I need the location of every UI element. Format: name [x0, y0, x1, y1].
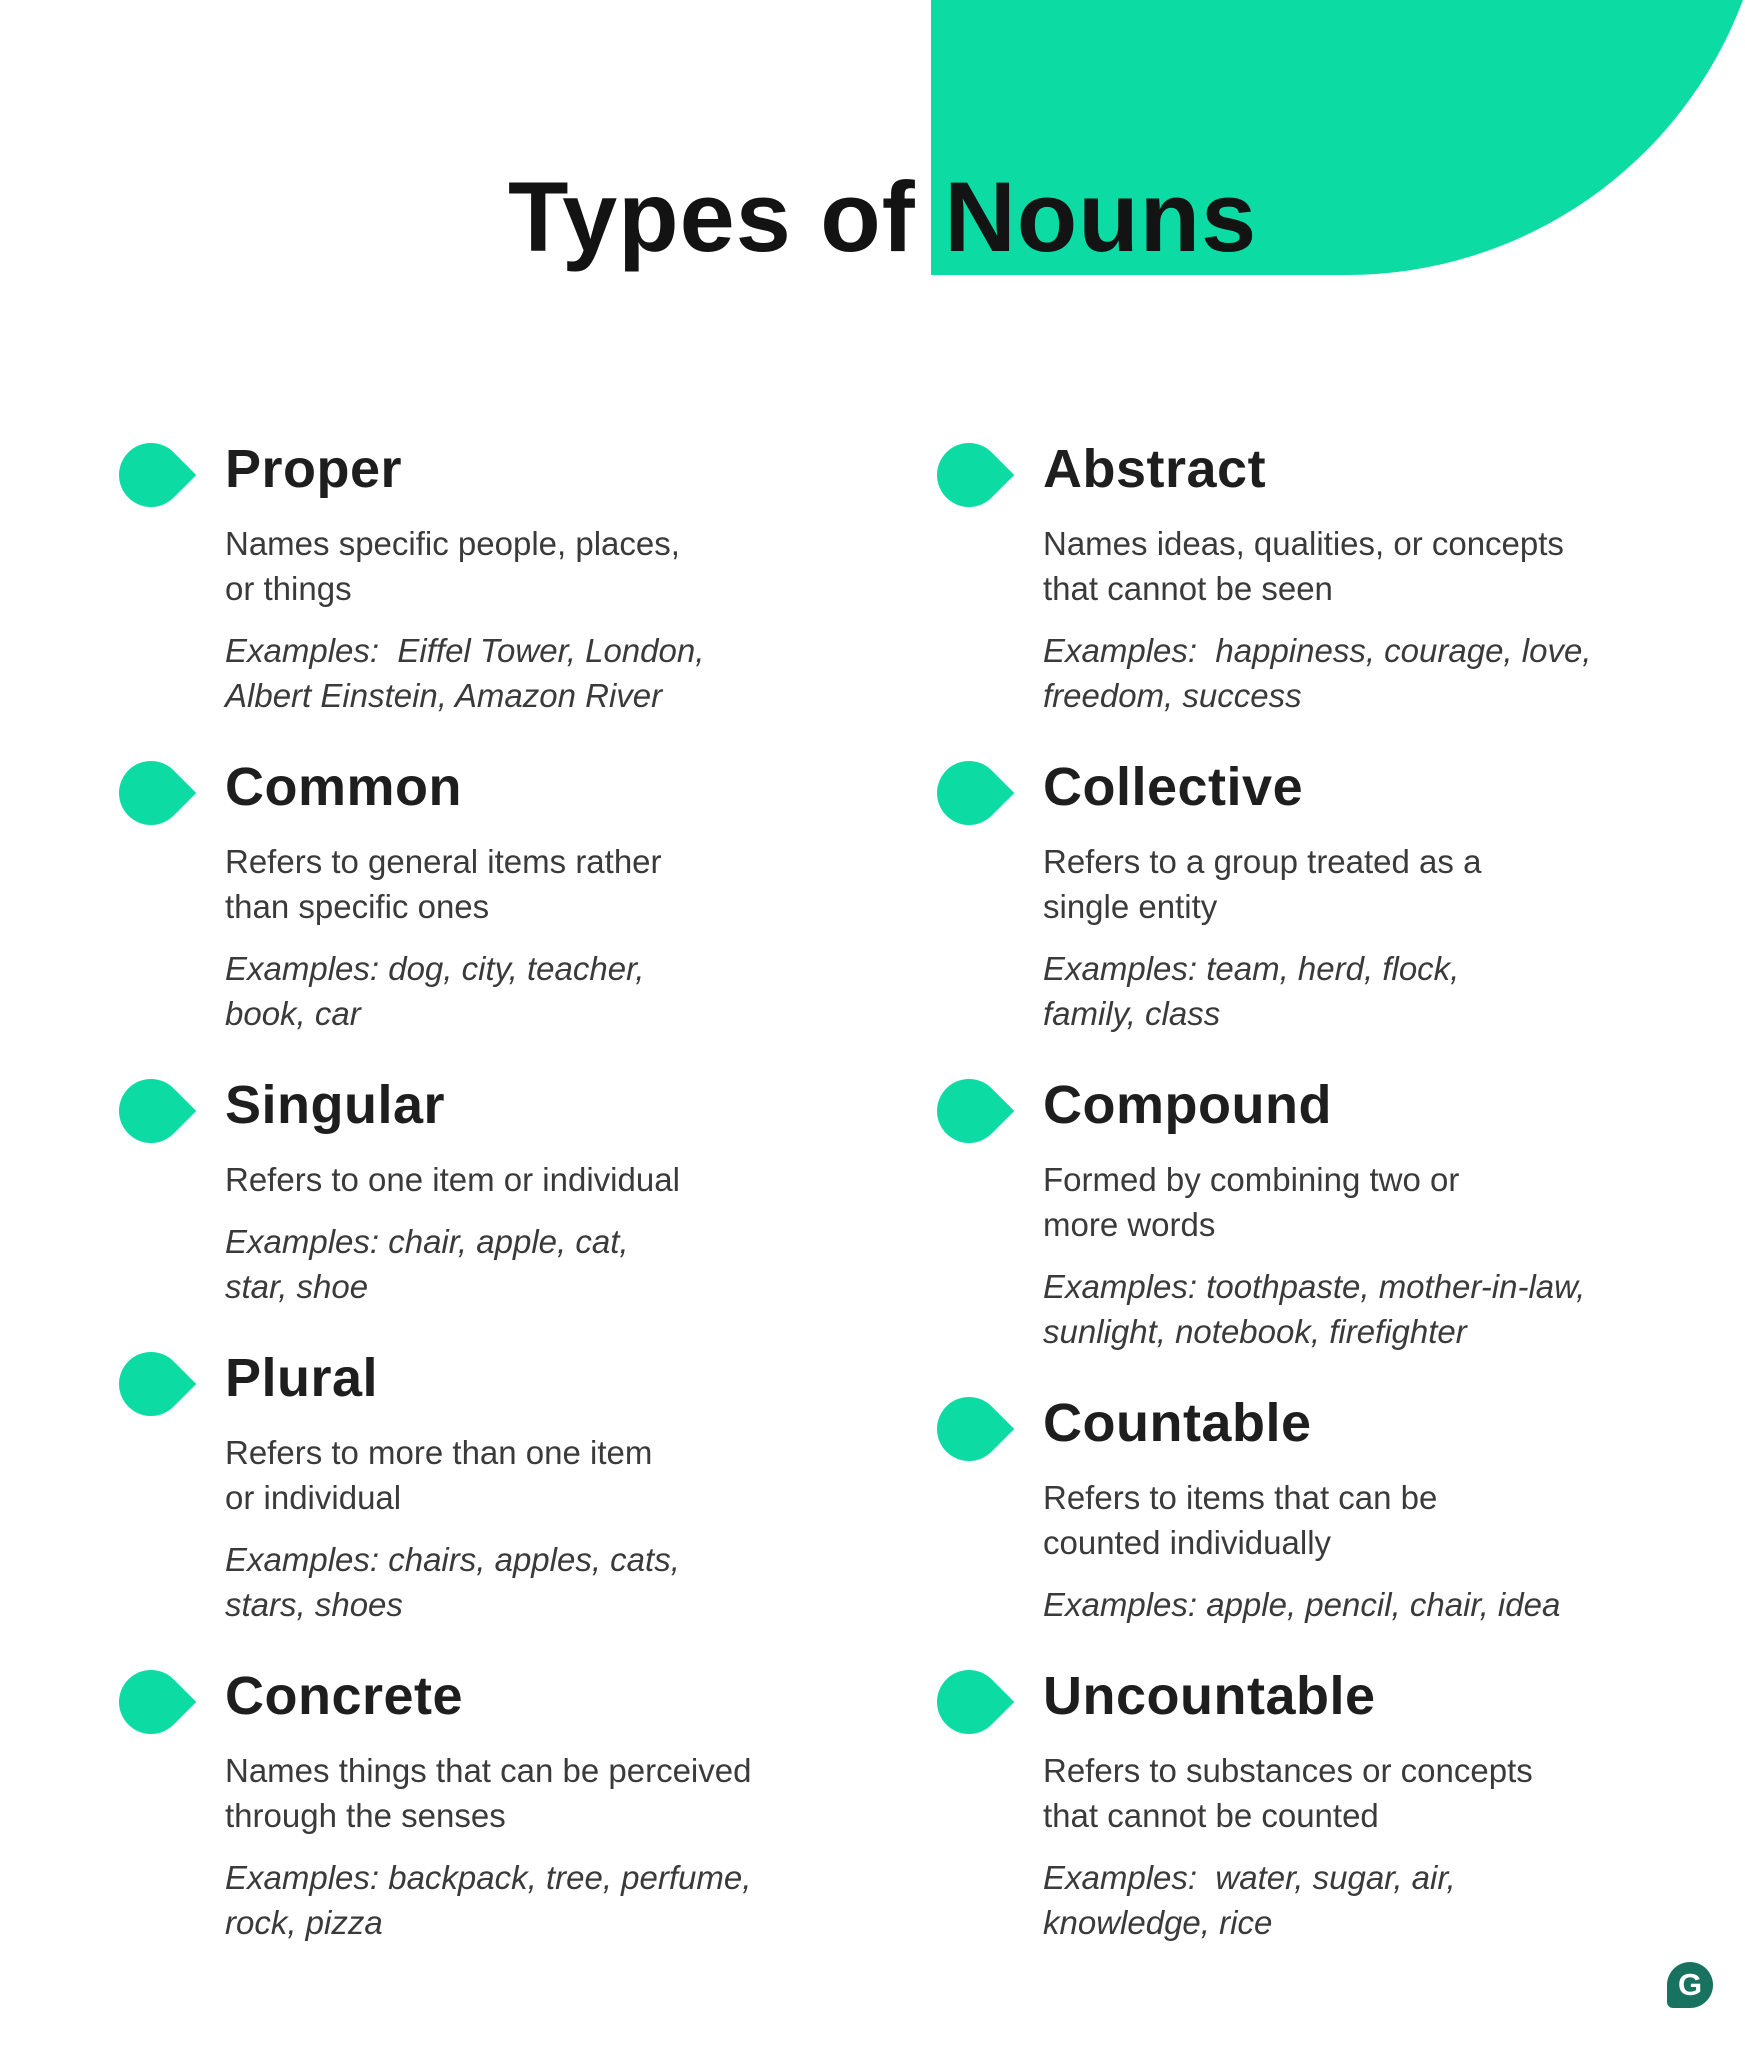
- example-line: rock, pizza: [225, 1904, 383, 1941]
- bullet-icon-box: [106, 1339, 196, 1429]
- noun-type-description: [225, 1157, 680, 1202]
- noun-type-heading: Uncountable: [1043, 1666, 1376, 1726]
- noun-type-heading: Collective: [1043, 757, 1304, 817]
- description-line: Names specific people, places,: [225, 525, 680, 562]
- section-abstract: [924, 440, 1644, 718]
- description-line: that cannot be counted: [1043, 1797, 1379, 1834]
- section-proper: [106, 440, 746, 718]
- noun-type-description: [225, 1748, 751, 1838]
- noun-type-examples: [1043, 1582, 1560, 1627]
- teardrop-bullet-icon: [924, 1384, 1015, 1475]
- section-singular: [106, 1076, 746, 1309]
- noun-type-examples: [225, 1537, 680, 1627]
- section-uncountable: [924, 1667, 1644, 1945]
- bullet-icon-box: [924, 1657, 1014, 1747]
- noun-type-heading: Proper: [225, 439, 403, 499]
- example-line: family, class: [1043, 995, 1221, 1032]
- bullet-icon-box: [106, 1657, 196, 1747]
- teardrop-bullet-icon: [924, 1657, 1015, 1748]
- noun-type-description: [1043, 521, 1591, 611]
- section-compound: [924, 1076, 1644, 1354]
- noun-type-examples: [1043, 628, 1591, 718]
- grammarly-logo-letter: G: [1677, 1966, 1703, 2002]
- description-line: or individual: [225, 1479, 402, 1516]
- teardrop-bullet-icon: [924, 1066, 1015, 1157]
- teardrop-bullet-icon: [106, 748, 197, 839]
- page-title: [508, 161, 1258, 272]
- example-line: book, car: [225, 995, 361, 1032]
- description-line: or things: [225, 570, 352, 607]
- description-line: Refers to items that can be: [1043, 1479, 1438, 1516]
- noun-type-description: [225, 1430, 680, 1520]
- bullet-icon-box: [924, 1384, 1014, 1474]
- noun-type-description: [1043, 1157, 1585, 1247]
- right-column: [924, 440, 1644, 1985]
- description-line: Formed by combining two or: [1043, 1161, 1460, 1198]
- teardrop-bullet-icon: [106, 1657, 197, 1748]
- bullet-icon-box: [106, 1066, 196, 1156]
- description-line: Refers to general items rather: [225, 843, 662, 880]
- noun-type-examples: [1043, 946, 1481, 1036]
- noun-type-heading: Common: [225, 757, 462, 817]
- teardrop-bullet-icon: [924, 748, 1015, 839]
- example-line: freedom, success: [1043, 677, 1302, 714]
- example-line: knowledge, rice: [1043, 1904, 1273, 1941]
- description-line: through the senses: [225, 1797, 506, 1834]
- example-line: Examples: happiness, courage, love,: [1043, 632, 1592, 669]
- noun-type-examples: [225, 1219, 680, 1309]
- teardrop-bullet-icon: [106, 430, 197, 521]
- example-line: Examples: water, sugar, air,: [1043, 1859, 1456, 1896]
- noun-type-heading: Plural: [225, 1348, 379, 1408]
- example-line: Examples: Eiffel Tower, London,: [225, 632, 705, 669]
- description-line: Refers to a group treated as a: [1043, 843, 1482, 880]
- example-line: Examples: dog, city, teacher,: [225, 950, 645, 987]
- description-line: that cannot be seen: [1043, 570, 1333, 607]
- page-title-highlight: Nouns: [944, 161, 1258, 272]
- noun-type-heading: Countable: [1043, 1393, 1312, 1453]
- teardrop-bullet-icon: [924, 430, 1015, 521]
- page-title-regular: Types of: [508, 161, 945, 272]
- description-line: Names things that can be perceived: [225, 1752, 752, 1789]
- bullet-icon-box: [106, 430, 196, 520]
- noun-type-heading: Concrete: [225, 1666, 464, 1726]
- example-line: Examples: chair, apple, cat,: [225, 1223, 629, 1260]
- noun-type-examples: [1043, 1264, 1585, 1354]
- example-line: Albert Einstein, Amazon River: [225, 677, 663, 714]
- example-line: Examples: backpack, tree, perfume,: [225, 1859, 752, 1896]
- description-line: Refers to more than one item: [225, 1434, 653, 1471]
- section-concrete: [106, 1666, 752, 1945]
- noun-type-examples: [1043, 1855, 1533, 1945]
- noun-type-heading: Compound: [1043, 1075, 1332, 1135]
- description-line: more words: [1043, 1206, 1216, 1243]
- noun-type-examples: [225, 628, 704, 718]
- description-line: Refers to one item or individual: [225, 1161, 680, 1198]
- teardrop-bullet-icon: [106, 1339, 197, 1430]
- noun-type-description: [225, 521, 704, 611]
- noun-type-heading: Singular: [225, 1075, 446, 1135]
- example-line: star, shoe: [225, 1268, 369, 1305]
- section-collective: [924, 758, 1644, 1036]
- description-line: than specific ones: [225, 888, 490, 925]
- section-countable: [924, 1394, 1644, 1627]
- bullet-icon-box: [924, 748, 1014, 838]
- example-line: sunlight, notebook, firefighter: [1043, 1313, 1467, 1350]
- noun-type-examples: [225, 1855, 751, 1945]
- description-line: single entity: [1043, 888, 1218, 925]
- bullet-icon-box: [924, 430, 1014, 520]
- noun-type-description: [1043, 1475, 1560, 1565]
- noun-type-heading: Abstract: [1043, 439, 1267, 499]
- bullet-icon-box: [106, 748, 196, 838]
- noun-type-description: [1043, 1748, 1533, 1838]
- example-line: Examples: chairs, apples, cats,: [225, 1541, 680, 1578]
- section-common: [106, 758, 746, 1036]
- noun-type-description: [225, 839, 662, 929]
- example-line: stars, shoes: [225, 1586, 403, 1623]
- left-column: [106, 439, 752, 1985]
- example-line: Examples: team, herd, flock,: [1043, 950, 1460, 987]
- example-line: Examples: toothpaste, mother-in-law,: [1043, 1268, 1586, 1305]
- bullet-icon-box: [924, 1066, 1014, 1156]
- noun-type-examples: [225, 946, 662, 1036]
- grammarly-logo-icon: [1667, 1962, 1713, 2008]
- teardrop-bullet-icon: [106, 1066, 197, 1157]
- description-line: counted individually: [1043, 1524, 1332, 1561]
- description-line: Refers to substances or concepts: [1043, 1752, 1533, 1789]
- noun-type-description: [1043, 839, 1481, 929]
- section-plural: [106, 1349, 746, 1627]
- description-line: Names ideas, qualities, or concepts: [1043, 525, 1564, 562]
- example-line: Examples: apple, pencil, chair, idea: [1043, 1586, 1561, 1623]
